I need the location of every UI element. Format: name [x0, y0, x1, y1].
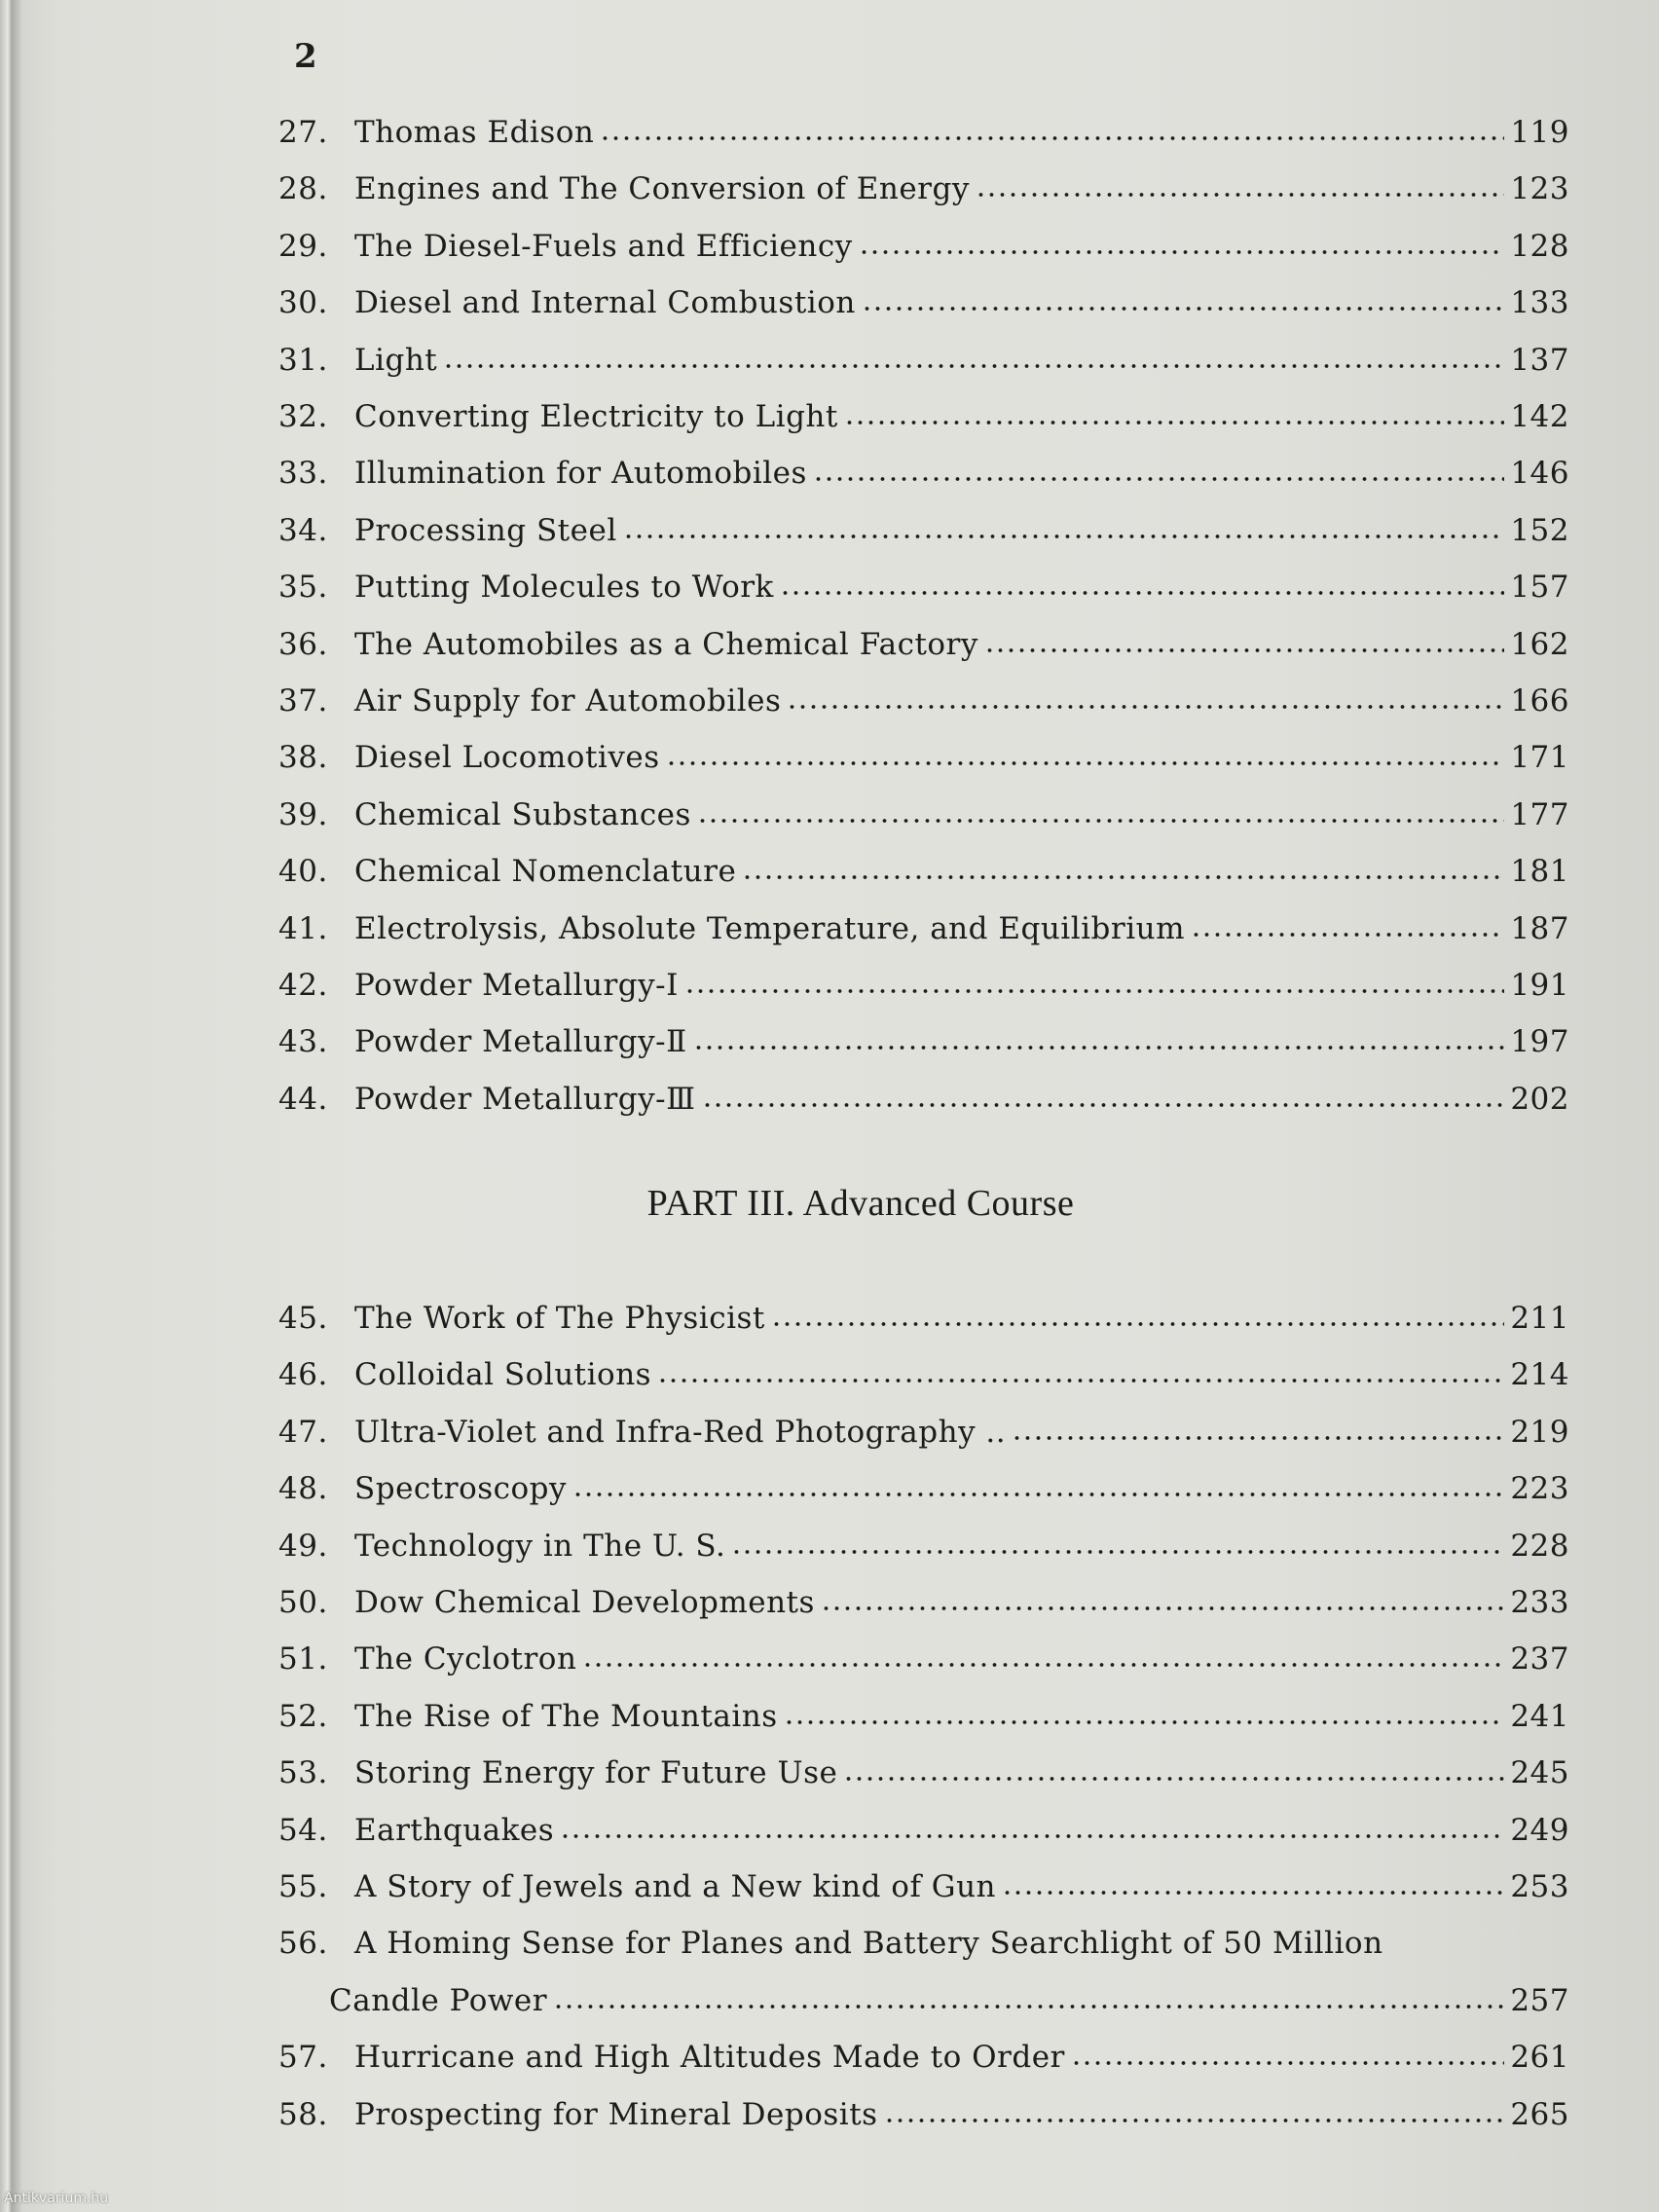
toc-entry [278, 790, 1569, 832]
toc-entry-number: 55. [278, 1869, 328, 1904]
toc-entry-number: 52. [278, 1698, 328, 1734]
toc-entry-page: 249 [1510, 1812, 1569, 1848]
toc-entry-page: 162 [1510, 626, 1569, 662]
toc-entry-page: 211 [1510, 1301, 1569, 1336]
dot-leader [784, 1719, 1505, 1725]
toc-entry [278, 391, 1569, 434]
section-title [0, 1182, 1659, 1225]
toc-entry-title: Electrolysis, Absolute Temperature, and Equilibrium [354, 910, 1185, 946]
toc-entry-number: 44. [278, 1081, 328, 1117]
toc-entry-page: 241 [1510, 1698, 1569, 1734]
toc-entry-title: Chemical Nomenclature [354, 854, 737, 890]
toc-entry-page: 257 [1510, 1982, 1569, 2018]
dot-leader [1191, 932, 1504, 938]
toc-entry [278, 221, 1569, 264]
toc-entry [278, 2089, 1569, 2132]
dot-leader [1002, 1890, 1504, 1896]
toc-entry-number: 31. [278, 342, 328, 378]
toc-entry [278, 1577, 1569, 1620]
dot-leader [600, 135, 1504, 141]
dot-leader [862, 306, 1504, 312]
toc-entry-page: 245 [1510, 1755, 1569, 1791]
toc-entry-page: 197 [1510, 1024, 1569, 1060]
toc-entry-title: A Homing Sense for Planes and Battery Searchlight of 50 Million [354, 1926, 1383, 1962]
toc-entry-title: The Rise of The Mountains [354, 1698, 778, 1734]
toc-entry-title: Engines and The Conversion of Energy [354, 171, 970, 207]
toc-entry [278, 619, 1569, 662]
toc-entry-title: Diesel and Internal Combustion [354, 285, 856, 321]
toc-entry-title: Prospecting for Mineral Deposits [354, 2096, 878, 2132]
toc-entry [278, 1349, 1569, 1392]
watermark: Antikvarium.hu [4, 2191, 109, 2206]
dot-leader [1071, 2060, 1504, 2066]
toc-entry-number: 53. [278, 1755, 328, 1791]
toc-entry-number: 27. [278, 115, 328, 150]
toc-entry-page: 133 [1510, 285, 1569, 321]
toc-entry-page: 228 [1510, 1528, 1569, 1564]
toc-entry-page: 152 [1510, 512, 1569, 548]
toc-entry-title: Storing Energy for Future Use [354, 1755, 838, 1791]
toc-entry-title: Technology in The U. S. [354, 1528, 726, 1564]
toc-entry-title: Processing Steel [354, 512, 617, 548]
toc-entry-number: 33. [278, 456, 328, 492]
toc-entry-page: 157 [1510, 570, 1569, 606]
toc-entry [278, 1407, 1569, 1450]
toc-entry-page: 166 [1510, 683, 1569, 719]
toc-entry [278, 1691, 1569, 1734]
toc-entry-number: 57. [278, 2040, 328, 2076]
toc-entry-page: 119 [1510, 115, 1569, 150]
dot-leader [697, 818, 1504, 824]
dot-leader [572, 1492, 1504, 1497]
toc-entry-number: 48. [278, 1471, 328, 1507]
toc-entry-title: Dow Chemical Developments [354, 1585, 815, 1620]
toc-entry-title: Powder Metallurgy-Ⅱ [354, 1024, 687, 1060]
dot-leader [582, 1662, 1504, 1668]
toc-entry-page: 128 [1510, 228, 1569, 264]
toc-entry [278, 732, 1569, 775]
dot-leader [742, 874, 1504, 880]
toc-entry [278, 1016, 1569, 1059]
toc-entry-page: 214 [1510, 1357, 1569, 1393]
toc-entry-number: 46. [278, 1357, 328, 1393]
dot-leader [560, 1833, 1504, 1839]
dot-leader [657, 1378, 1504, 1383]
toc-entry-number: 32. [278, 399, 328, 434]
toc-entry-number: 49. [278, 1528, 328, 1564]
toc-entry [278, 676, 1569, 719]
toc-entry-title: Air Supply for Automobiles [354, 683, 782, 719]
toc-entry-number: 35. [278, 570, 328, 606]
toc-entry-page: 142 [1510, 399, 1569, 434]
toc-entry-title: A Story of Jewels and a New kind of Gun [354, 1869, 996, 1904]
page-number: 2 [294, 37, 317, 76]
toc-entry-title: Thomas Edison [354, 115, 595, 150]
dot-leader [693, 1045, 1505, 1051]
toc-entry-number: 37. [278, 683, 328, 719]
dot-leader [702, 1102, 1505, 1108]
dot-leader [844, 420, 1504, 425]
toc-entry [278, 2032, 1569, 2075]
toc-entry-number: 51. [278, 1641, 328, 1677]
toc-entry-title: Powder Metallurgy-Ⅰ [354, 968, 679, 1003]
toc-entry [278, 1862, 1569, 1904]
section-title-text: PART III. Advanced Course [646, 1183, 1075, 1224]
toc-entry-title: Candle Power [329, 1982, 548, 2018]
dot-leader [859, 249, 1505, 255]
dot-leader [821, 1605, 1504, 1611]
toc-entry-page: 171 [1510, 740, 1569, 776]
toc-entry-number: 42. [278, 968, 328, 1003]
dot-leader [984, 647, 1504, 653]
toc-entry-title: Hurricane and High Altitudes Made to Order [354, 2040, 1065, 2076]
dot-leader [787, 704, 1504, 710]
toc-entry-title: Putting Molecules to Work [354, 570, 774, 606]
toc-entry [278, 1748, 1569, 1790]
toc-entry-title: The Cyclotron [354, 1641, 577, 1677]
dot-leader [666, 760, 1505, 766]
toc-entry-number: 56. [278, 1926, 328, 1962]
toc-entry-page: 146 [1510, 456, 1569, 492]
toc-entry-title: Colloidal Solutions [354, 1357, 652, 1393]
toc-entry-title: Illumination for Automobiles [354, 456, 807, 492]
toc-entry-title: Powder Metallurgy-Ⅲ [354, 1081, 696, 1117]
toc-entry-number: 34. [278, 512, 328, 548]
book-binding [0, 0, 21, 2212]
toc-entry-number: 58. [278, 2096, 328, 2132]
toc-entry-number: 39. [278, 796, 328, 832]
toc-entry-number: 47. [278, 1414, 328, 1450]
toc-entry-title: Chemical Substances [354, 796, 691, 832]
toc-entry-page: 223 [1510, 1471, 1569, 1507]
toc-entry-number: 36. [278, 626, 328, 662]
toc-entry-number: 40. [278, 854, 328, 890]
toc-entry-number: 45. [278, 1301, 328, 1336]
dot-leader [684, 988, 1504, 994]
dot-leader [843, 1776, 1504, 1782]
toc-entry-number: 54. [278, 1812, 328, 1848]
dot-leader [884, 2118, 1505, 2123]
toc-entry-title: The Diesel-Fuels and Efficiency [354, 228, 853, 264]
toc-entry-page: 191 [1510, 968, 1569, 1003]
toc-entry-title: Earthquakes [354, 1812, 555, 1848]
toc-entry [282, 1975, 1569, 2018]
toc-entry-number: 38. [278, 740, 328, 776]
toc-entry [278, 846, 1569, 889]
toc-entry-page: 233 [1510, 1585, 1569, 1620]
toc-entry-page: 177 [1510, 796, 1569, 832]
toc-entry-title: Diesel Locomotives [354, 740, 660, 776]
toc-entry-title: The Work of The Physicist [354, 1301, 765, 1336]
toc-entry-page: 253 [1510, 1869, 1569, 1904]
toc-entry [278, 1293, 1569, 1336]
toc-entry [278, 335, 1569, 378]
toc-entry-number: 29. [278, 228, 328, 264]
toc-entry [278, 1074, 1569, 1117]
dot-leader [1012, 1435, 1504, 1441]
toc-entry [278, 277, 1569, 320]
dot-leader [780, 590, 1504, 596]
toc-entry-number: 50. [278, 1585, 328, 1620]
toc-entry-title: Ultra-Violet and Infra-Red Photography .. [354, 1414, 1007, 1450]
toc-entry-title: The Automobiles as a Chemical Factory [354, 626, 978, 662]
dot-leader [771, 1321, 1504, 1327]
dot-leader [553, 2004, 1504, 2009]
dot-leader [623, 534, 1505, 539]
toc-entry-page: 187 [1510, 910, 1569, 946]
toc-entry-number: 43. [278, 1024, 328, 1060]
toc-entry [278, 505, 1569, 548]
toc-entry [278, 107, 1569, 150]
toc-entry-page: 237 [1510, 1641, 1569, 1677]
toc-entry [278, 164, 1569, 206]
toc-entry [278, 448, 1569, 491]
toc-entry [278, 960, 1569, 1003]
toc-entry-title: Spectroscopy [354, 1471, 568, 1507]
toc-entry-page: 202 [1510, 1081, 1569, 1117]
toc-entry-number: 28. [278, 171, 328, 207]
dot-leader [976, 192, 1504, 198]
toc-entry [278, 903, 1569, 946]
toc-entry-number: 30. [278, 285, 328, 321]
toc-entry-title: Light [354, 342, 438, 378]
toc-entry [278, 1634, 1569, 1677]
toc-entry-page: 261 [1510, 2040, 1569, 2076]
toc-entry-page: 181 [1510, 854, 1569, 890]
toc-entry [278, 1463, 1569, 1506]
dot-leader [813, 476, 1504, 482]
toc-entry-title: Converting Electricity to Light [354, 399, 838, 434]
toc-entry-page: 265 [1510, 2096, 1569, 2132]
toc-entry-number: 41. [278, 910, 328, 946]
toc-entry [278, 1918, 1569, 1961]
toc-entry-page: 137 [1510, 342, 1569, 378]
dot-leader [443, 363, 1504, 369]
toc-entry [278, 1521, 1569, 1564]
toc-entry-page: 219 [1510, 1414, 1569, 1450]
toc-entry [278, 1805, 1569, 1848]
dot-leader [731, 1549, 1504, 1555]
toc-entry-page: 123 [1510, 171, 1569, 207]
toc-entry [278, 562, 1569, 605]
